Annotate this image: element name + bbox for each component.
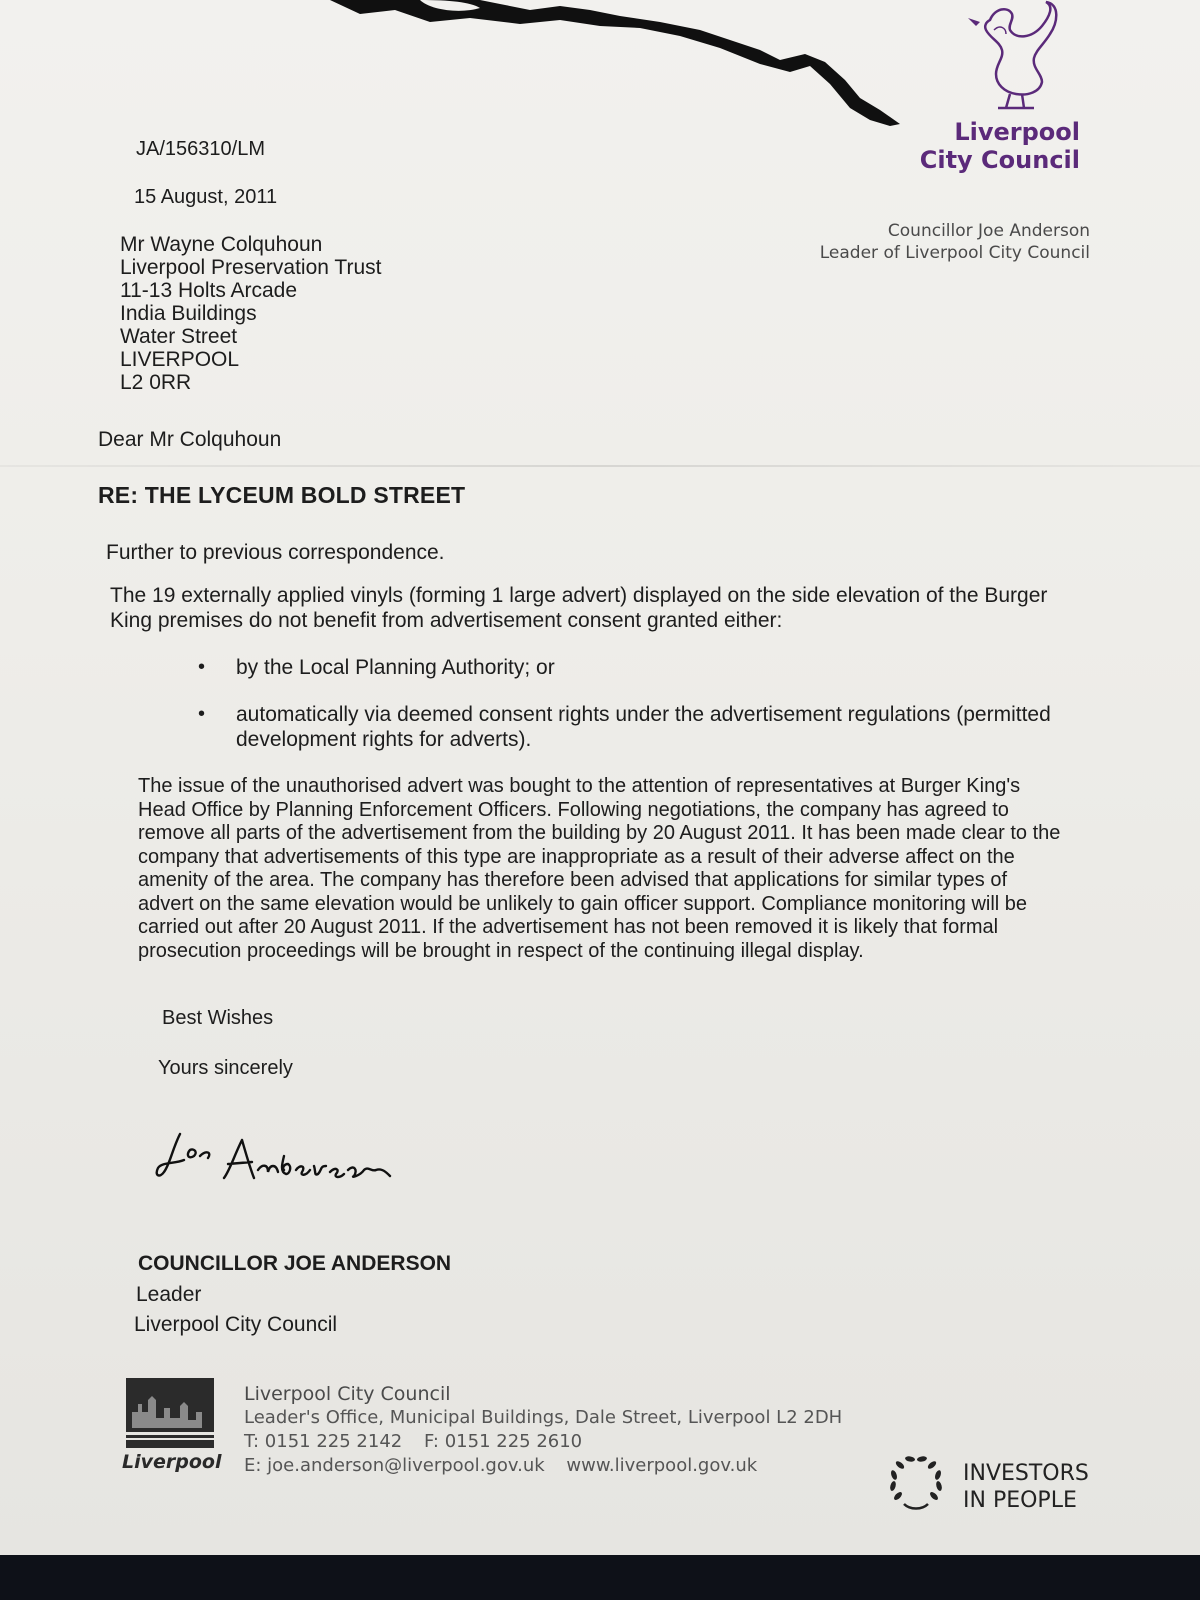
consent-bullet-list [196, 655, 1076, 774]
body-paragraph-2: The 19 externally applied vinyls (forming 1 large advert) displayed on the side elevation of the Burger King premises do not benefit from advertisement consent granted either: [110, 584, 1048, 632]
footer-address: Leader's Office, Municipal Buildings, Dale Street, Liverpool L2 2DH [244, 1407, 843, 1428]
handwritten-signature [150, 1120, 430, 1200]
sender-block [820, 220, 1090, 264]
letter-date: 15 August, 2011 [134, 186, 278, 208]
address-line: Mr Wayne Colquhoun [120, 233, 323, 256]
footer-contact-block [244, 1382, 842, 1478]
footer-logo-text: Liverpool [122, 1451, 222, 1473]
address-line: Water Street [120, 325, 238, 348]
sender-title: Leader of Liverpool City Council [819, 243, 1090, 263]
letterhead-org-name [920, 118, 1080, 174]
footer-email: E: joe.anderson@liverpool.gov.uk [244, 1455, 545, 1476]
iip-line1: INVESTORS [963, 1461, 1089, 1486]
recipient-address [120, 233, 381, 394]
body-paragraph-3: The issue of the unauthorised advert was bought to the attention of representatives at Burger King's Head Office by Planning Enforcement Officers. Following negotiations, the company has agreed to remove all parts of the advertisement from the building by 20 August 2011. It has been made clear to the company that advertisements of this type are inappropriate as a result of their adverse affect on the amenity of the area. The company has therefore been advised that applications for similar types of advert on the same elevation would be unlikely to gain officer support. Compliance monitoring will be carried out after 20 August 2011. If the advertisement has not been removed it is likely that formal prosecution proceedings will be brought in respect of the continuing illegal display. [138, 775, 1061, 962]
footer-org-name: Liverpool City Council [244, 1383, 451, 1405]
iip-line2: IN PEOPLE [963, 1488, 1077, 1513]
footer-website: www.liverpool.gov.uk [566, 1455, 758, 1476]
footer-email-web [244, 1454, 842, 1478]
sender-name: Councillor Joe Anderson [887, 221, 1090, 241]
salutation: Dear Mr Colquhoun [98, 428, 282, 451]
address-line: 11-13 Holts Arcade [120, 279, 298, 302]
address-line: India Buildings [120, 302, 257, 325]
letterhead-org-line1: Liverpool [954, 118, 1080, 146]
signatory-role: Leader [136, 1283, 202, 1306]
address-line: L2 0RR [120, 371, 192, 394]
bullet-item: • by the Local Planning Authority; or [196, 655, 1076, 680]
investors-in-people-laurel-icon [884, 1450, 948, 1514]
reference-number: JA/156310/LM [136, 138, 265, 160]
letterhead-org-line2: City Council [919, 146, 1080, 174]
bullet-item: • automatically via deemed consent rights under the advertisement regulations (permitted development rights for adverts). [196, 702, 1076, 752]
liver-bird-crest-icon [950, 0, 1080, 120]
address-line: LIVERPOOL [120, 348, 240, 371]
footer-phone-fax [244, 1430, 842, 1454]
best-wishes: Best Wishes [162, 1007, 274, 1029]
investors-in-people-text [963, 1460, 1089, 1514]
address-line: Liverpool Preservation Trust [120, 256, 382, 279]
signatory-organisation: Liverpool City Council [134, 1313, 338, 1336]
footer-phone: T: 0151 225 2142 [244, 1431, 403, 1452]
yours-sincerely: Yours sincerely [158, 1057, 293, 1079]
signatory-name: COUNCILLOR JOE ANDERSON [138, 1252, 452, 1275]
body-paragraph-1: Further to previous correspondence. [106, 541, 445, 564]
paper-fold-line [0, 465, 1200, 467]
footer-fax: F: 0151 225 2610 [423, 1431, 583, 1452]
subject-line: RE: THE LYCEUM BOLD STREET [98, 482, 466, 508]
